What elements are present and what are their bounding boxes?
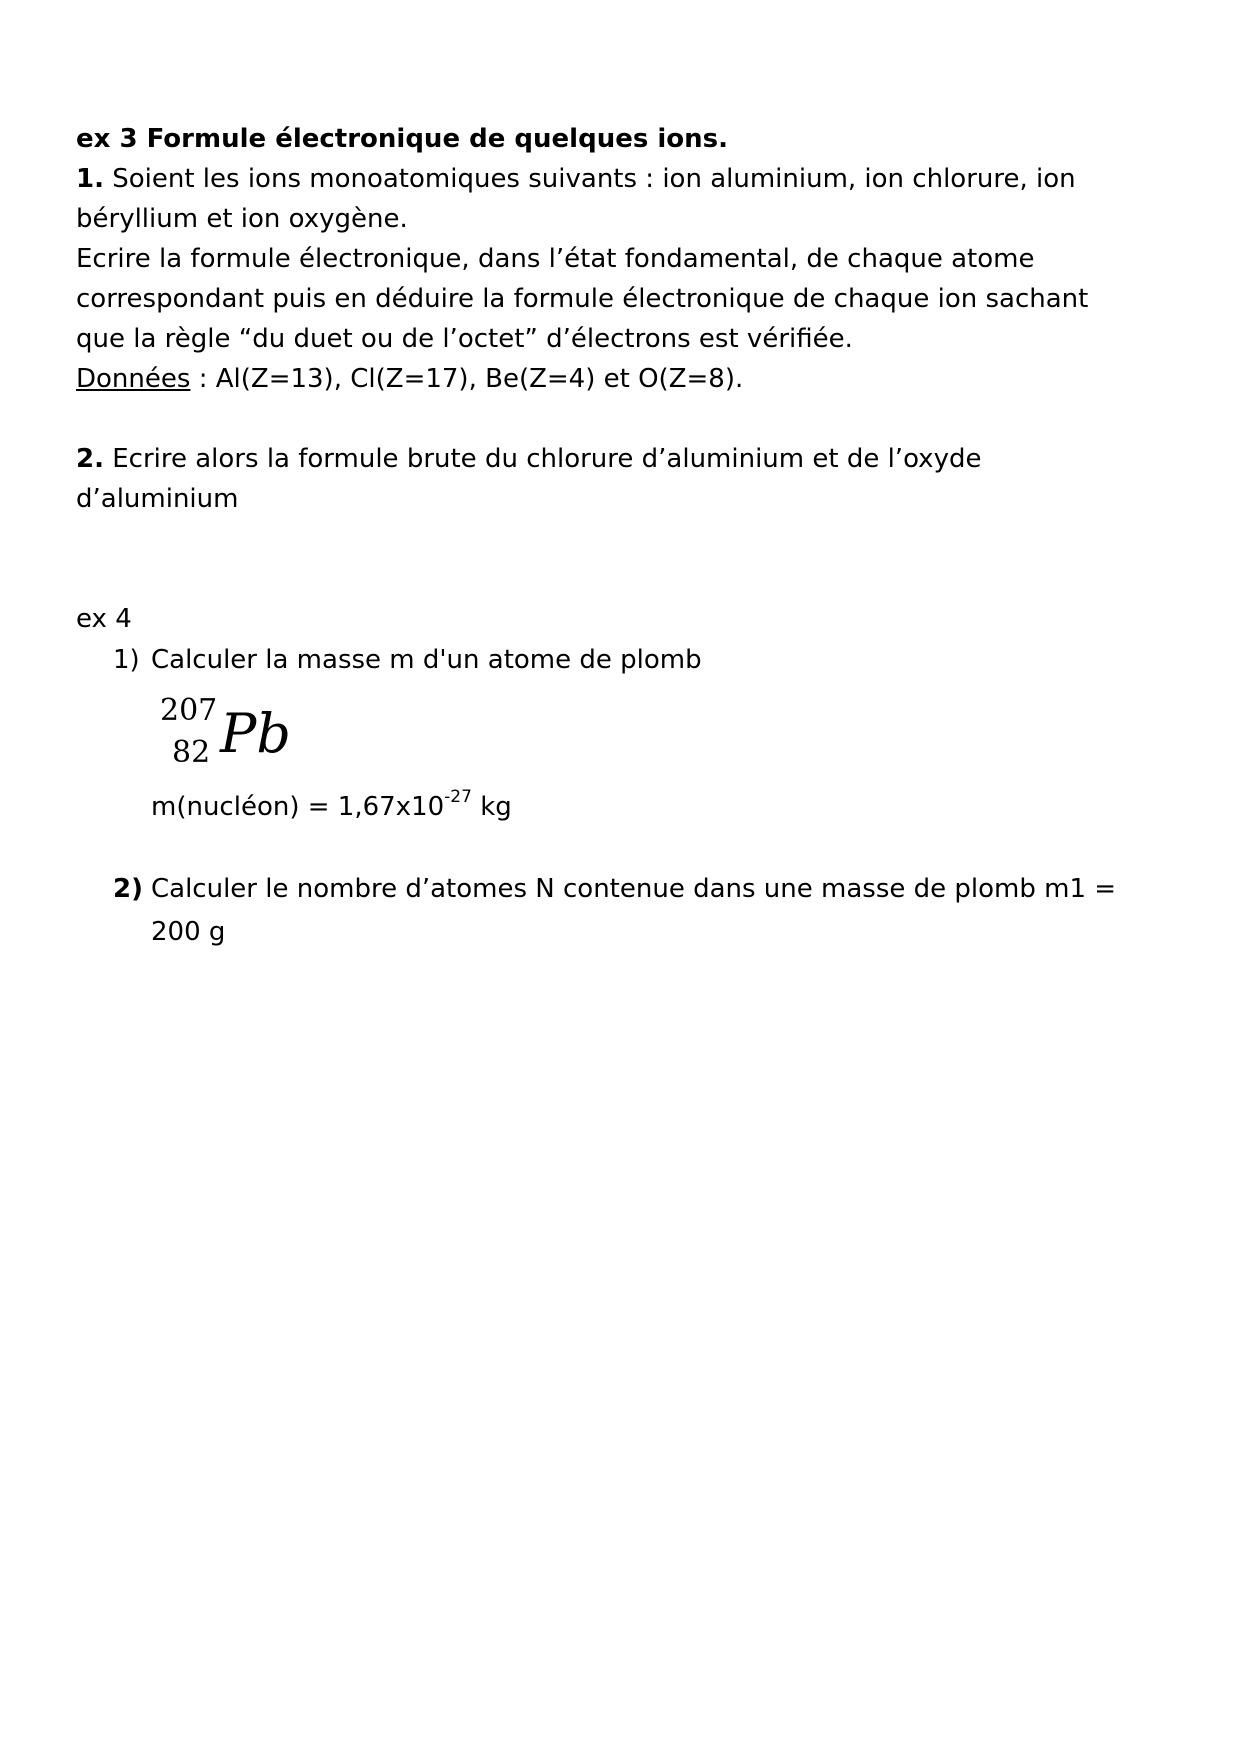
nucleon-mass-line (151, 787, 512, 831)
ex4-q1-number: 1) (113, 645, 140, 675)
ex4-q2-line2: 200 g (151, 917, 226, 947)
ex3-q2-number: 2. (76, 444, 104, 474)
ex4-title: ex 4 (76, 604, 132, 634)
ex3-data-values: : Al(Z=13), Cl(Z=17), Be(Z=4) et O(Z=8). (190, 364, 744, 394)
nucleon-mass-unit: kg (471, 792, 512, 822)
ex3-data-line (76, 359, 743, 400)
isotope-atomic-number: 82 (172, 735, 211, 770)
ex3-q1-text: Soient les ions monoatomiques suivants : ion aluminium, ion chlorure, ion (112, 164, 1076, 194)
ex3-data-label: Données (76, 364, 191, 394)
lead-isotope-notation (158, 695, 298, 775)
ex3-q2-line2: d’aluminium (76, 484, 239, 514)
nucleon-mass-base: m(nucléon) = 1,67x10 (151, 792, 445, 822)
isotope-symbol: Pb (220, 702, 291, 765)
ex4-q1-text: Calculer la masse m d'un atome de plomb (151, 645, 702, 675)
ex3-q1-line4: correspondant puis en déduire la formule électronique de chaque ion sachant (76, 284, 1089, 314)
ex3-q1-line2: béryllium et ion oxygène. (76, 204, 408, 234)
ex3-q1-number: 1. (76, 164, 104, 194)
ex3-title: ex 3 Formule électronique de quelques ions. (76, 124, 729, 154)
ex3-q1-line3: Ecrire la formule électronique, dans l’état fondamental, de chaque atome (76, 244, 1035, 274)
isotope-mass-number: 207 (160, 693, 218, 728)
ex4-q2-line1: Calculer le nombre d’atomes N contenue dans une masse de plomb m1 = (151, 874, 1117, 904)
ex3-q2-text: Ecrire alors la formule brute du chlorure d’aluminium et de l’oxyde (112, 444, 982, 474)
nucleon-mass-exponent: -27 (444, 787, 472, 807)
ex3-q1-line5: que la règle “du duet ou de l’octet” d’électrons est vérifiée. (76, 324, 853, 354)
ex4-q2-number: 2) (113, 874, 143, 904)
ex3-q1-line1 (76, 159, 1076, 200)
ex3-q2-line1 (76, 439, 981, 480)
